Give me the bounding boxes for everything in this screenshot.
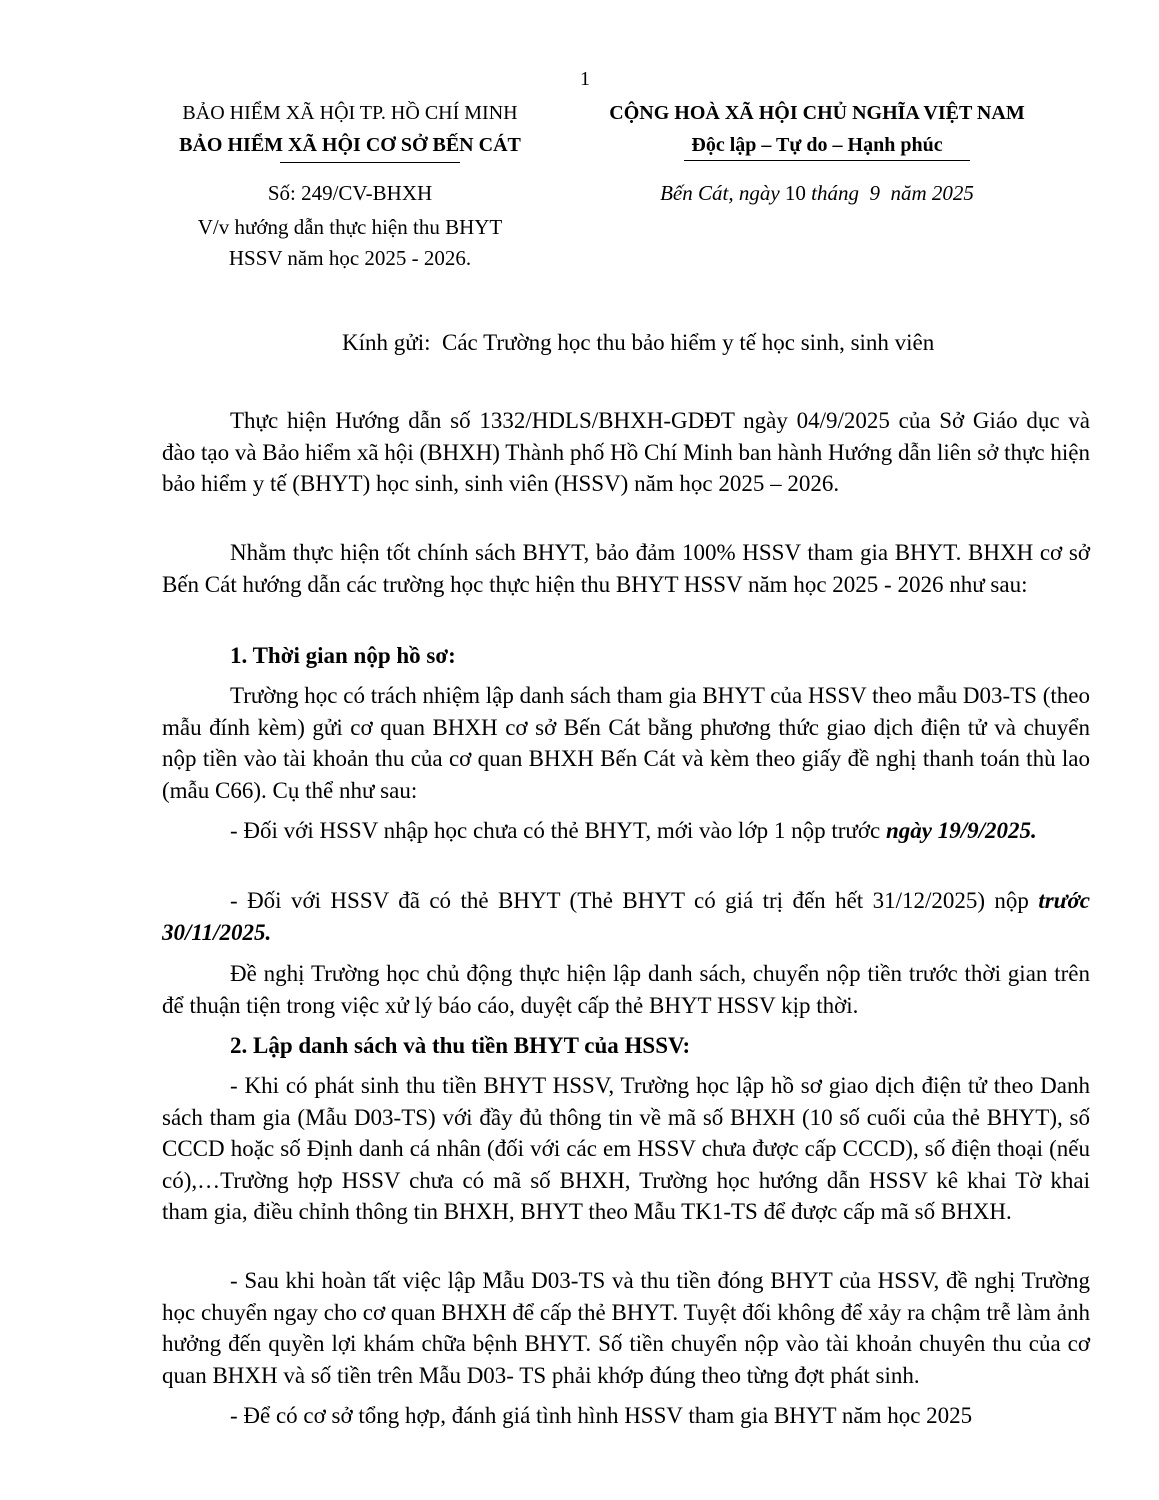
date-day-label: , ngày: [728, 181, 780, 205]
country-name: CỘNG HOÀ XÃ HỘI CHỦ NGHĨA VIỆT NAM: [609, 102, 1025, 124]
section-heading-2: 2. Lập danh sách và thu tiền BHYT của HSSV:: [230, 1033, 691, 1058]
motto-underline: [684, 160, 970, 161]
subject-line-1: V/v hướng dẫn thực hiện thu BHYT: [197, 215, 503, 239]
date-month: 9: [869, 181, 880, 205]
recipient-label: Kính gửi:: [342, 330, 431, 355]
document-number: [160, 178, 540, 208]
doc-number-prefix: Số:: [267, 181, 296, 205]
paragraph-5: - Đối với HSSV đã có thẻ BHYT (Thẻ BHYT có giá trị đến hết 31/12/2025) nộp trước 30/11/2025.: [162, 888, 1090, 945]
paragraph-7: - Khi có phát sinh thu tiền BHYT HSSV, Trường học lập hồ sơ giao dịch điện tử theo Danh sách tham gia (Mẫu D03-TS) với đầy đủ thông tin về mã số BHXH (10 số cuối của thẻ BHYT), số CCCD hoặc số Định danh cá nhân (đối với các em HSSV chưa được cấp CCCD), số điện thoại (nếu có),…Trường hợp HSSV chưa có mã số BHXH, Trường học hướng dẫn HSSV kê khai Tờ khai tham gia, điều chỉnh thông tin BHXH, BHYT theo Mẫu TK1-TS để được cấp mã số BHXH.: [162, 1073, 1090, 1224]
paragraph-4: - Đối với HSSV nhập học chưa có thẻ BHYT, mới vào lớp 1 nộp trước ngày 19/9/2025.: [230, 818, 1037, 843]
subject-line-2: HSSV năm học 2025 - 2026.: [228, 246, 472, 270]
doc-number-value: 249: [301, 181, 333, 205]
paragraph-1: Thực hiện Hướng dẫn số 1332/HDLS/BHXH-GDĐT ngày 04/9/2025 của Sở Giáo dục và đào tạo và Bảo hiểm xã hội (BHXH) Thành phố Hồ Chí Minh ban hành Hướng dẫn liên sở thực hiện bảo hiểm y tế (BHYT) học sinh, sinh viên (HSSV) năm học 2025 – 2026.: [162, 408, 1090, 496]
deadline-existing-cards: trước 30/11/2025.: [162, 888, 1090, 945]
agency-name: BẢO HIỂM XÃ HỘI CƠ SỞ BẾN CÁT: [179, 134, 521, 156]
paragraph-9: - Để có cơ sở tổng hợp, đánh giá tình hình HSSV tham gia BHYT năm học 2025: [230, 1403, 973, 1428]
national-motto: Độc lập – Tự do – Hạnh phúc: [691, 134, 943, 156]
date-day: 10: [784, 181, 806, 205]
date-year-label: năm 2025: [890, 181, 974, 205]
deadline-new-students: ngày 19/9/2025.: [885, 818, 1037, 843]
recipient-line: [342, 330, 934, 356]
section-heading-1: 1. Thời gian nộp hồ sơ:: [230, 643, 456, 668]
recipient-text: Các Trường học thu bảo hiểm y tế học sinh, sinh viên: [442, 330, 935, 355]
paragraph-3: Trường học có trách nhiệm lập danh sách tham gia BHYT của HSSV theo mẫu D03-TS (theo mẫu đính kèm) gửi cơ quan BHXH cơ sở Bến Cát bằng phương thức giao dịch điện tử và chuyển nộp tiền vào tài khoản thu của cơ quan BHXH Bến Cát và kèm theo giấy đề nghị thanh toán thù lao (mẫu C66). Cụ thể như sau:: [162, 683, 1090, 803]
date-line: [582, 178, 1052, 208]
paragraph-6: Đề nghị Trường học chủ động thực hiện lập danh sách, chuyển nộp tiền trước thời gian trên để thuận tiện trong việc xử lý báo cáo, duyệt cấp thẻ BHYT HSSV kịp thời.: [162, 961, 1090, 1018]
agency-parent: BẢO HIỂM XÃ HỘI TP. HỒ CHÍ MINH: [182, 102, 518, 124]
date-month-label: tháng: [811, 181, 859, 205]
paragraph-8: - Sau khi hoàn tất việc lập Mẫu D03-TS và thu tiền đóng BHYT của HSSV, đề nghị Trường học chuyển ngay cho cơ quan BHXH để cấp thẻ BHYT. Tuyệt đối không để xảy ra chậm trễ làm ảnh hưởng đến quyền lợi khám chữa bệnh BHYT. Số tiền chuyển nộp vào tài khoản chuyên thu của cơ quan BHXH và số tiền trên Mẫu D03- TS phải khớp đúng theo từng đợt phát sinh.: [162, 1268, 1090, 1388]
agency-underline: [280, 162, 460, 163]
page-number: 1: [580, 68, 590, 90]
paragraph-2: Nhằm thực hiện tốt chính sách BHYT, bảo đảm 100% HSSV tham gia BHYT. BHXH cơ sở Bến Cát hướng dẫn các trường học thực hiện thu BHYT HSSV năm học 2025 - 2026 như sau:: [162, 540, 1090, 597]
doc-number-suffix: /CV-BHXH: [332, 181, 433, 205]
date-place: Bến Cát: [660, 181, 729, 205]
